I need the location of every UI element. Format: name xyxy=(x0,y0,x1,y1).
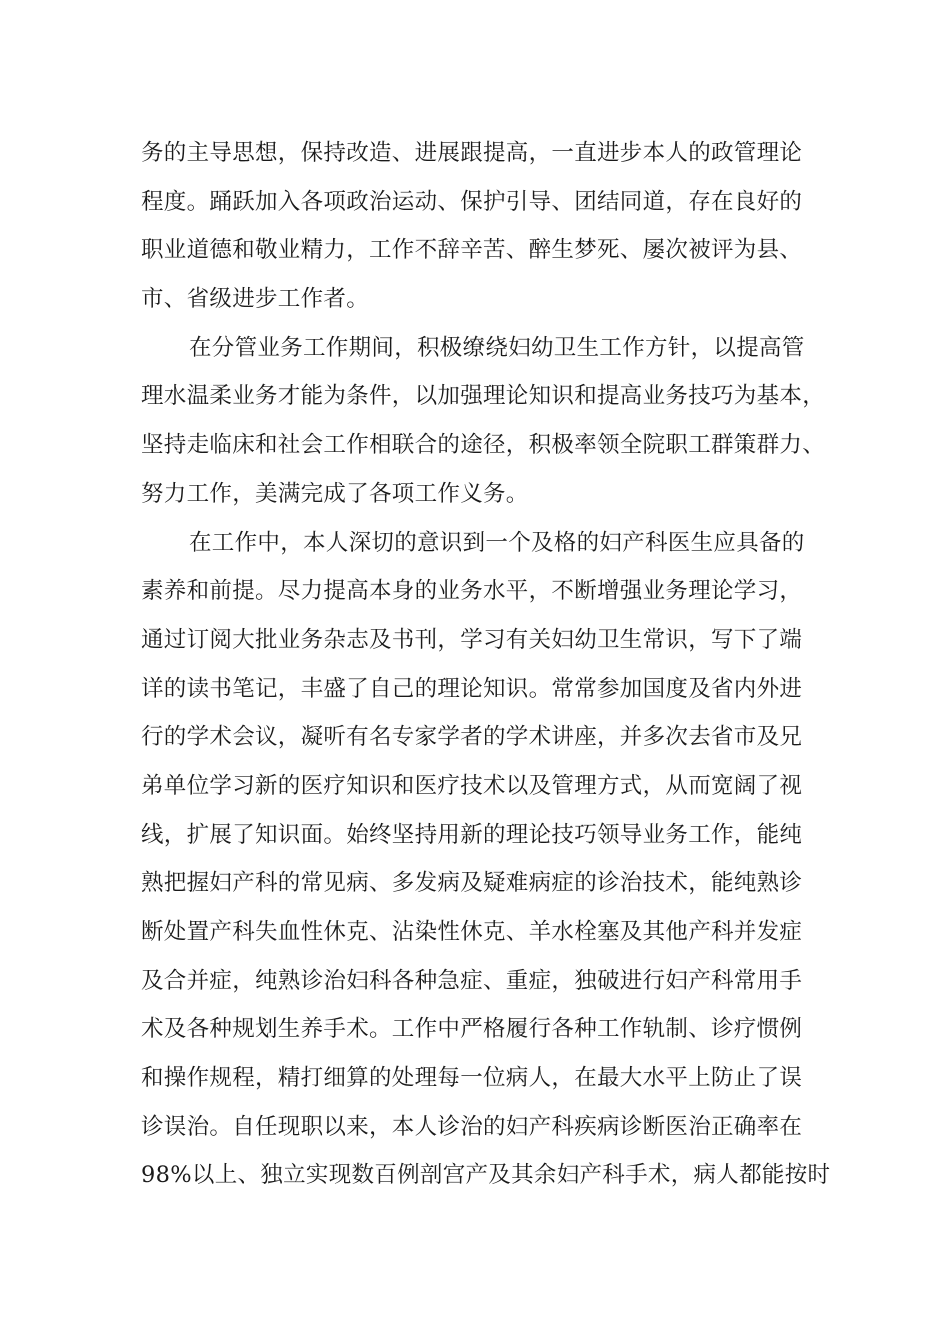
text-line: 98%以上、独立实现数百例剖宫产及其余妇产科手术，病人都能按时 xyxy=(141,1162,831,1189)
document-body xyxy=(141,129,831,1200)
text-line: 努力工作，美满完成了各项工作义务。 xyxy=(141,480,529,507)
paragraph-first-line: 在分管业务工作期间，积极缭绕妇幼卫生工作方针，以提高管 xyxy=(189,334,805,361)
text-line: 通过订阅大批业务杂志及书刊，学习有关妇幼卫生常识，写下了端 xyxy=(141,626,803,653)
text-line: 弟单位学习新的医疗知识和医疗技术以及管理方式，从而宽阔了视 xyxy=(141,772,803,799)
text-line: 行的学术会议，凝听有名专家学者的学术讲座，并多次去省市及兄 xyxy=(141,724,803,751)
text-line: 务的主导思想，保持改造、进展跟提高，一直进步本人的政管理论 xyxy=(141,140,803,166)
text-line: 和操作规程，精打细算的处理每一位病人，在最大水平上防止了误 xyxy=(141,1065,803,1092)
text-line: 详的读书笔记，丰盛了自己的理论知识。常常参加国度及省内外进 xyxy=(141,675,803,702)
text-line: 线，扩展了知识面。始终坚持用新的理论技巧领导业务工作，能纯 xyxy=(141,821,803,848)
paragraph-first-line: 在工作中，本人深切的意识到一个及格的妇产科医生应具备的 xyxy=(189,529,805,556)
text-line: 术及各种规划生养手术。工作中严格履行各种工作轨制、诊疗惯例 xyxy=(141,1016,803,1043)
text-line: 断处置产科失血性休克、沾染性休克、羊水栓塞及其他产科并发症 xyxy=(141,919,803,945)
text-line: 程度。踊跃加入各项政治运动、保护引导、团结同道，存在良好的 xyxy=(141,188,803,215)
text-line: 素养和前提。尽力提高本身的业务水平，不断增强业务理论学习， xyxy=(141,578,803,605)
text-line: 熟把握妇产科的常见病、多发病及疑难病症的诊治技术，能纯熟诊 xyxy=(141,870,803,897)
text-line: 理水温柔业务才能为条件，以加强理论知识和提高业务技巧为基本， xyxy=(141,383,826,410)
text-line: 及合并症，纯熟诊治妇科各种急症、重症，独破进行妇产科常用手 xyxy=(141,967,803,994)
text-line: 市、省级进步工作者。 xyxy=(141,286,370,313)
text-line: 诊误治。自任现职以来，本人诊治的妇产科疾病诊断医治正确率在 xyxy=(141,1113,803,1140)
text-line: 坚持走临床和社会工作相联合的途径，积极率领全院职工群策群力、 xyxy=(141,432,826,459)
text-line: 职业道德和敬业精力，工作不辞辛苦、醉生梦死、屡次被评为县、 xyxy=(141,237,803,264)
